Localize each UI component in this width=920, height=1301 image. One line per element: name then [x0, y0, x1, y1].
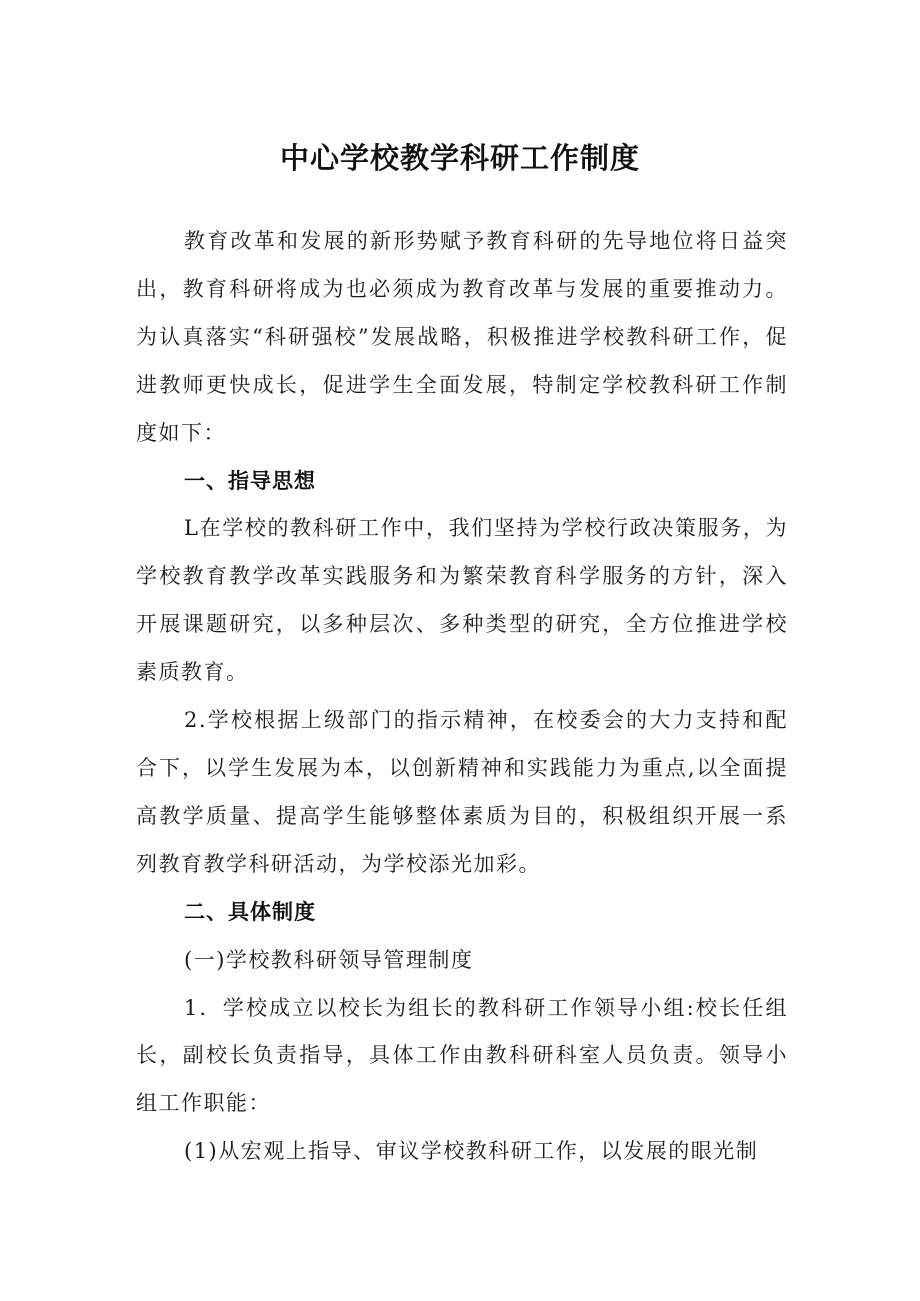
document-title: 中心学校教学科研工作制度 [279, 141, 640, 175]
guiding-ideology-paragraph-2: 2.学校根据上级部门的指示精神，在校委会的大力支持和配合下，以学生发展为本，以创新精神和实践能力为重点,以全面提高教学质量、提高学生能够整体素质为目的，积极组织开展一系列教育教学科研活动，为学校添光加彩。 [136, 708, 788, 876]
guiding-ideology-paragraph-1: L在学校的教科研工作中，我们坚持为学校行政决策服务，为学校教育教学改革实践服务和为繁荣教育科学服务的方针，深入开展课题研究，以多种层次、多种类型的研究，全方位推进学校素质教育。 [136, 516, 788, 685]
subsection-heading-leadership-system: (一)学校教科研领导管理制度 [184, 947, 474, 972]
section-heading-guiding-ideology: 一、指导思想 [184, 468, 316, 493]
leadership-system-paragraph-2: (1)从宏观上指导、审议学校教科研工作，以发展的眼光制 [184, 1139, 759, 1164]
section-heading-specific-system: 二、具体制度 [184, 899, 316, 924]
leadership-system-paragraph-1: 1．学校成立以校长为组长的教科研工作领导小组:校长任组长，副校长负责指导，具体工作由教科研科室人员负责。领导小组工作职能： [136, 995, 788, 1116]
document-body [136, 218, 788, 1176]
intro-paragraph: 教育改革和发展的新形势赋予教育科研的先导地位将日益突出，教育科研将成为也必须成为教育改革与发展的重要推动力。为认真落实“科研强校”发展战略，积极推进学校教科研工作，促进教师更快成长，促进学生全面发展，特制定学校教科研工作制度如下： [136, 229, 788, 445]
